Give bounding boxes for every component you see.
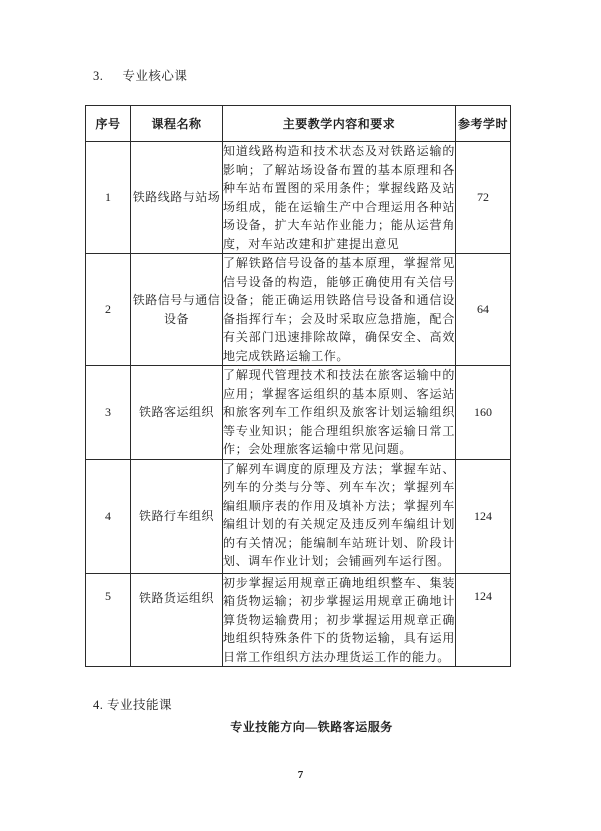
row-no: 2: [86, 254, 131, 366]
row-no: 3: [86, 366, 131, 460]
course-content: 初步掌握运用规章正确地组织整车、集装箱货物运输；初步掌握运用规章正确地计算货物运输费用；初步掌握运用规章正确地组织特殊条件下的货物运输，具有运用日常工作组织方法办理货运工作的能力。: [223, 573, 456, 667]
skill-direction-title: 专业技能方向—铁路客运服务: [230, 720, 393, 734]
table-row: [86, 142, 511, 254]
course-hours: 64: [456, 254, 511, 366]
course-content: 了解列车调度的原理及方法；掌握车站、列车的分类与分等、列车车次；掌握列车编组顺序表的作用及填补方法；掌握列车编组计划的有关规定及违反列车编组计划的有关情况；能编制车站班计划、阶段计划、调车作业计划；会铺画列车运行图。: [223, 459, 456, 573]
course-content: 知道线路构造和技术状态及对铁路运输的影响；了解站场设备布置的基本原理和各种车站布置图的采用条件；掌握线路及站场组成，能在运输生产中合理运用各种站场设备，扩大车站作业能力；能从运营角度，对车站改建和扩建提出意见: [223, 142, 456, 254]
course-hours: 72: [456, 142, 511, 254]
core-courses-table: [85, 105, 511, 667]
table-header-row: [86, 106, 511, 142]
row-no: 5: [86, 573, 131, 667]
table-row: [86, 366, 511, 460]
course-name: 铁路线路与站场: [131, 142, 223, 254]
column-header-no: 序号: [86, 106, 131, 142]
section-3-title: 专业核心课: [122, 69, 188, 83]
course-content: 了解现代管理技术和技法在旅客运输中的应用；掌握客运组织的基本原则、客运站和旅客列车工作组织及旅客计划运输组织等专业知识；能合理组织旅客运输日常工作；会处理旅客运输中常见问题。: [223, 366, 456, 460]
course-name: 铁路信号与通信设备: [131, 254, 223, 366]
table-row: [86, 573, 511, 667]
page-number: 7: [297, 769, 304, 781]
course-name: 铁路客运组织: [131, 366, 223, 460]
course-name: 铁路货运组织: [131, 573, 223, 667]
section-3-number: 3.: [93, 69, 104, 83]
table-row: [86, 459, 511, 573]
column-header-course: 课程名称: [131, 106, 223, 142]
column-header-content: 主要教学内容和要求: [223, 106, 456, 142]
course-name: 铁路行车组织: [131, 459, 223, 573]
row-no: 1: [86, 142, 131, 254]
table-row: [86, 254, 511, 366]
course-content: 了解铁路信号设备的基本原理，掌握常见信号设备的构造，能够正确使用有关信号设备；能正确运用铁路信号设备和通信设备指挥行车；会及时采取应急措施，配合有关部门迅速排除故障，确保安全、高效地完成铁路运输工作。: [223, 254, 456, 366]
section-3-heading: [93, 66, 187, 84]
course-hours: 160: [456, 366, 511, 460]
row-no: 4: [86, 459, 131, 573]
column-header-hours: 参考学时: [456, 106, 511, 142]
course-hours: 124: [456, 459, 511, 573]
course-hours: 124: [456, 573, 511, 667]
section-4-heading: 4. 专业技能课: [93, 698, 173, 712]
